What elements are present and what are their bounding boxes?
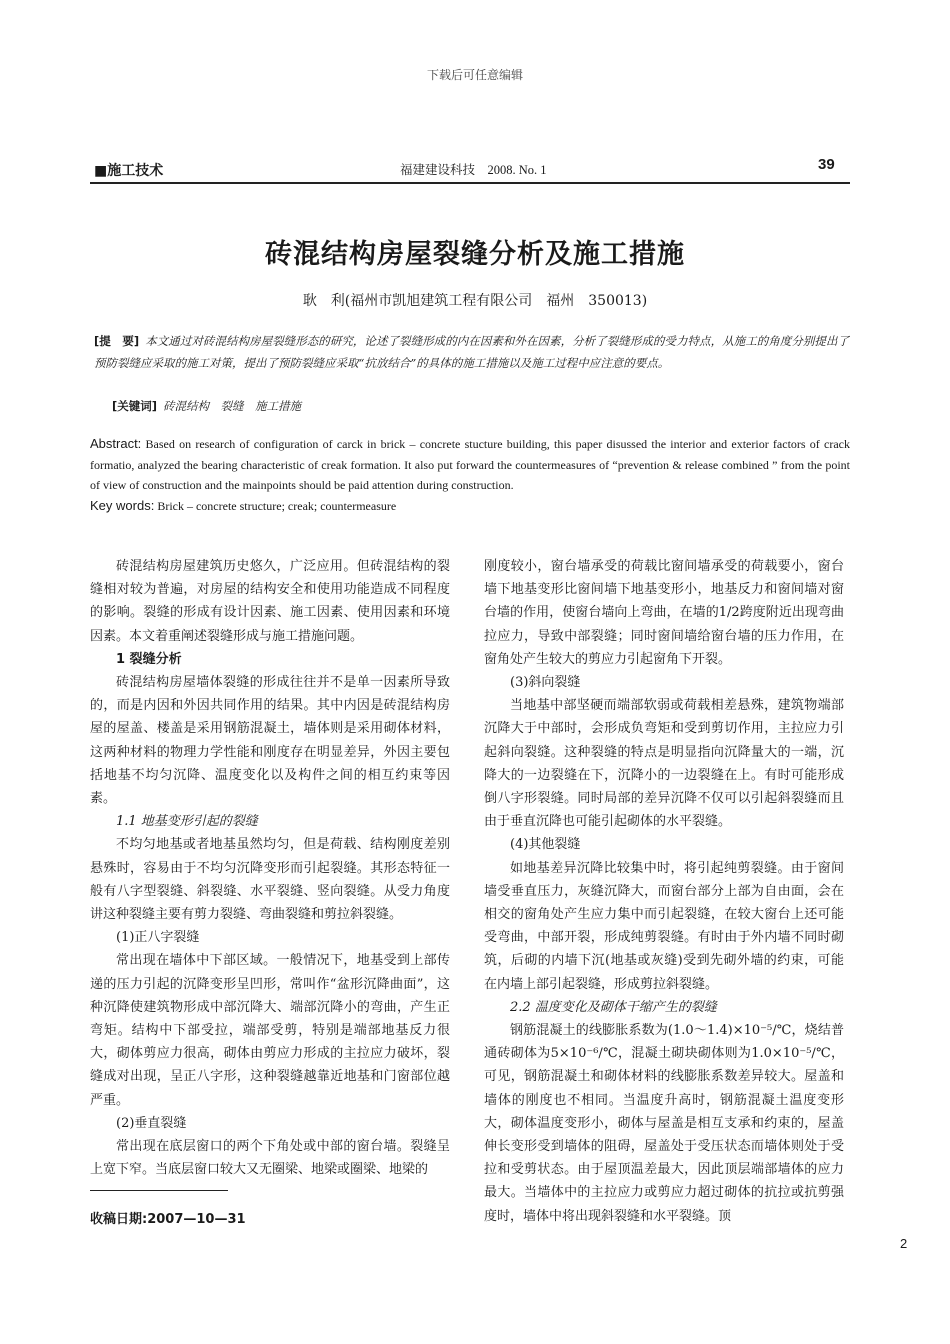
paragraph: 砖混结构房屋建筑历史悠久，广泛应用。但砖混结构的裂缝相对较为普遍，对房屋的结构安全和使用功能造成不同程度的影响。裂缝的形成有设计因素、施工因素、使用因素和环境因素。本文着重阐述裂缝形成与施工措施问题。 (90, 559, 450, 644)
paragraph: 常出现在底层窗口的两个下角处或中部的窗台墙。裂缝呈上宽下窄。当底层窗口较大又无圈梁、地梁或圈梁、地梁的 (90, 1139, 450, 1178)
abstract-cn (94, 330, 849, 374)
heading-1: 1 裂缝分析 (116, 651, 182, 667)
paragraph: 刚度较小，窗台墙承受的荷载比窗间墙承受的荷载要小，窗台墙下地基变形比窗间墙下地基变形小，地基反力和窗间墙对窗台墙的作用，使窗台墙向上弯曲，在墙的1/2跨度附近出现弯曲拉应力，导致中部裂缝；同时窗间墙给窗台墙的压力作用，在窗角处产生较大的剪应力引起窗角下开裂。 (484, 559, 844, 667)
abstract-en-text: Based on research of configuration of carck in brick – concrete stucture building, this paper disussed the interior and exterior factors of crack formatio, analyzed the bearing characteristic of creak formation. It also put forward the countermeasures of “prevention & release combined ” from the point of view of construction and the mainpoints should be paid attention during construction. (90, 437, 850, 492)
abstract-en-label: Abstract: (90, 436, 142, 451)
paragraph: 常出现在墙体中下部区域。一般情况下，地基受到上部传递的压力引起的沉降变形呈凹形，常叫作“盆形沉降曲面”，这种沉降使建筑物形成中部沉降大、端部沉降小的弯曲，产生正弯矩。结构中下部受拉，端部受剪，特别是端部地基反力很大，砌体剪应力很高，砌体由剪应力形成的主拉应力破坏，裂缝成对出现，呈正八字形，这种裂缝越靠近地基和门窗部位越严重。 (90, 953, 450, 1108)
body-column-left (90, 555, 450, 1181)
paragraph: 如地基差异沉降比较集中时，将引起纯剪裂缝。由于窗间墙受垂直压力，灰缝沉降大，而窗台部分上部为自由面，会在相交的窗角处产生应力集中而引起裂缝，在较大窗台上还可能受弯曲，中部开裂，形成纯剪裂缝。有时由于外内墙不同时砌筑，后砌的内墙下沉(地基或灰缝)受到先砌外墙的约束，可能在内墙上部引起裂缝，形成剪拉斜裂缝。 (484, 860, 844, 992)
heading-2: 1.1 地基变形引起的裂缝 (116, 814, 258, 830)
paragraph: 当地基中部坚硬而端部软弱或荷载相差悬殊，建筑物端部沉降大于中部时，会形成负弯矩和受到剪切作用，主拉应力引起斜向裂缝。这种裂缝的特点是明显指向沉降量大的一端，沉降大的一边裂缝在下，沉降小的一边裂缝在上。有时可能形成倒八字形裂缝。同时局部的差异沉降不仅可以引起斜裂缝而且由于垂直沉降也可能引起砌体的水平裂缝。 (484, 698, 844, 830)
watermark-text: 下载后可任意编辑 (426, 68, 523, 82)
paragraph: 砖混结构房屋墙体裂缝的形成往往并不是单一因素所导致的，而是内因和外因共同作用的结果。其中内因是砖混结构房屋的屋盖、楼盖是采用钢筋混凝土，墙体则是采用砌体材料，这两种材料的物理力学性能和刚度存在明显差异，外因主要包括地基不均匀沉降、温度变化以及构件之间的相互约束等因素。 (90, 675, 450, 807)
heading-2: 2.2 温度变化及砌体干缩产生的裂缝 (510, 999, 717, 1015)
body-column-right (484, 555, 844, 1228)
keywords-cn (112, 398, 301, 414)
received-date: 收稿日期:2007—10—31 (90, 1212, 246, 1227)
keywords-cn-label: [关键词] (112, 399, 158, 413)
subheading: (1)正八字裂缝 (116, 930, 200, 946)
subheading: (2)垂直裂缝 (116, 1115, 187, 1131)
abstract-cn-text: 本文通过对砖混结构房屋裂缝形态的研究，论述了裂缝形成的内在因素和外在因素，分析了裂缝形成的受力特点，从施工的角度分别提出了预防裂缝应采取的施工对策，提出了预防裂缝应采取“抗放结合”的具体的施工措施以及施工过程中应注意的要点。 (94, 334, 849, 370)
subheading: (4)其他裂缝 (510, 837, 581, 853)
document-page-number: 2 (900, 1236, 908, 1251)
abstract-cn-label: [提 要] (94, 334, 140, 348)
keywords-en (90, 498, 396, 514)
paragraph: 钢筋混凝土的线膨胀系数为(1.0～1.4)×10⁻⁵/℃，烧结普通砖砌体为5×10⁻⁶/℃，混凝土砌块砌体则为1.0×10⁻⁵/℃，可见，钢筋混凝土和砌体材料的线膨胀系数差异较大。屋盖和墙体的刚度也不相同。当温度升高时，钢筋混凝土温度变形大，砌体温度变形小，砌体与屋盖是相互支承和约束的，屋盖伸长变形受到墙体的阻碍，屋盖处于受压状态而墙体则处于受拉和受剪状态。由于屋顶温差最大，因此顶层端部墙体的应力最大。当墙体中的主拉应力或剪应力超过砌体的抗拉或抗剪强度时，墙体中将出现斜裂缝和水平裂缝。顶 (484, 1023, 844, 1224)
subheading: (3)斜向裂缝 (510, 675, 581, 691)
keywords-en-text: Brick – concrete structure; creak; countermeasure (157, 499, 397, 513)
abstract-en (90, 434, 850, 496)
footnote-rule (90, 1190, 228, 1191)
page-number: 39 (818, 156, 835, 173)
header-rule (90, 182, 850, 184)
author-line: 耿 利(福州市凯旭建筑工程有限公司 福州 350013) (302, 293, 648, 309)
article-title: 砖混结构房屋裂缝分析及施工措施 (265, 239, 685, 270)
paragraph: 不均匀地基或者地基虽然均匀，但是荷载、结构刚度差别悬殊时，容易由于不均匀沉降变形而引起裂缝。其形态特征一般有八字型裂缝、斜裂缝、水平裂缝、竖向裂缝。从受力角度讲这种裂缝主要有剪力裂缝、弯曲裂缝和剪拉斜裂缝。 (90, 837, 450, 923)
section-tag: ■施工技术 (94, 163, 164, 179)
keywords-cn-text: 砖混结构 裂缝 施工措施 (163, 399, 302, 413)
journal-info: 福建建设科技 2008. No. 1 (400, 163, 547, 177)
keywords-en-label: Key words: (90, 498, 155, 513)
